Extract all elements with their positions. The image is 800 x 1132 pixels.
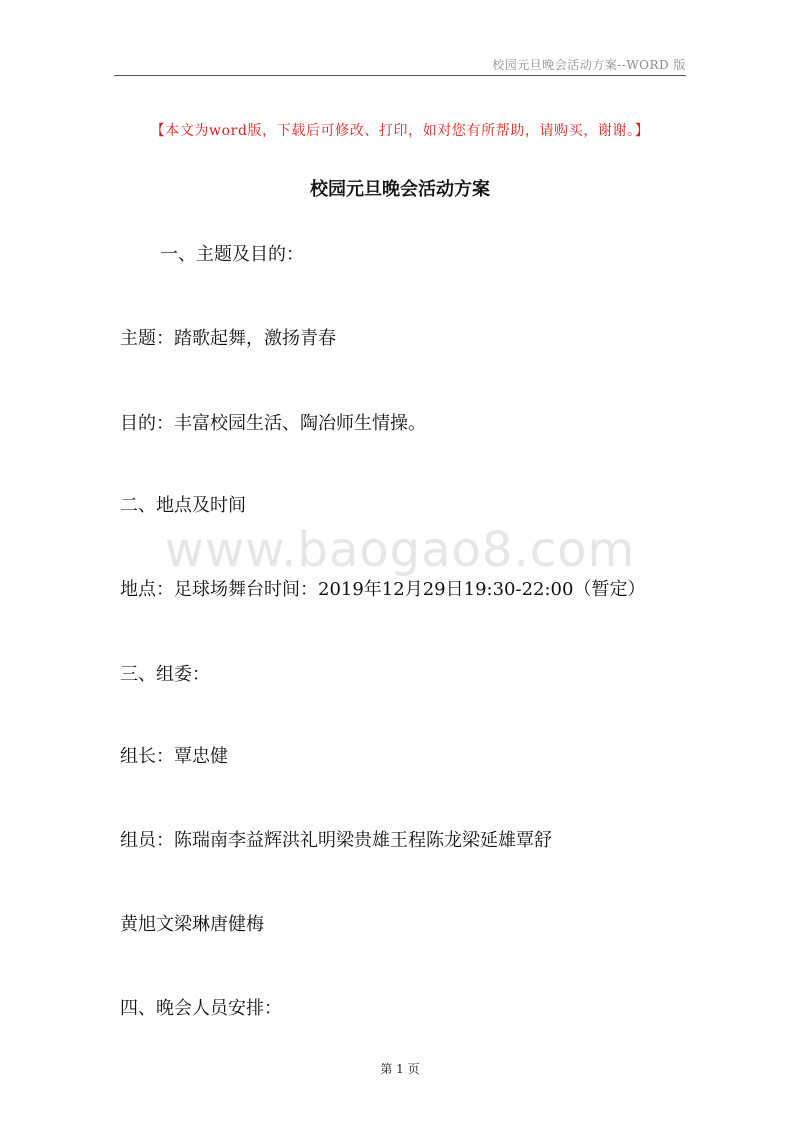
page-number: 第 1 页: [380, 1062, 420, 1076]
members-line-continued: 黄旭文梁琳唐健梅: [120, 914, 264, 935]
purchase-notice: 【本文为word版，下载后可修改、打印，如对您有所帮助，请购买，谢谢。】: [150, 123, 650, 139]
document-title: 校园元旦晚会活动方案: [310, 179, 490, 200]
section-heading-2: 二、地点及时间: [120, 495, 246, 516]
venue-time-line: 地点：足球场舞台时间：2019年12月29日19:30-22:00（暂定）: [120, 579, 646, 600]
watermark: www.baogao8.com: [164, 522, 636, 578]
section-heading-4: 四、晚会人员安排：: [120, 998, 282, 1019]
header-divider: [114, 75, 686, 76]
section-heading-3: 三、组委：: [120, 664, 210, 685]
section-heading-1: 一、主题及目的：: [160, 244, 304, 265]
purpose-line: 目的：丰富校园生活、陶冶师生情操。: [120, 413, 426, 434]
members-line: 组员：陈瑞南李益辉洪礼明梁贵雄王程陈龙梁延雄覃舒: [120, 830, 552, 851]
running-header: 校园元旦晚会活动方案--WORD 版: [492, 58, 686, 72]
theme-line: 主题：踏歌起舞，激扬青春: [120, 328, 336, 349]
leader-line: 组长：覃忠健: [120, 746, 228, 767]
